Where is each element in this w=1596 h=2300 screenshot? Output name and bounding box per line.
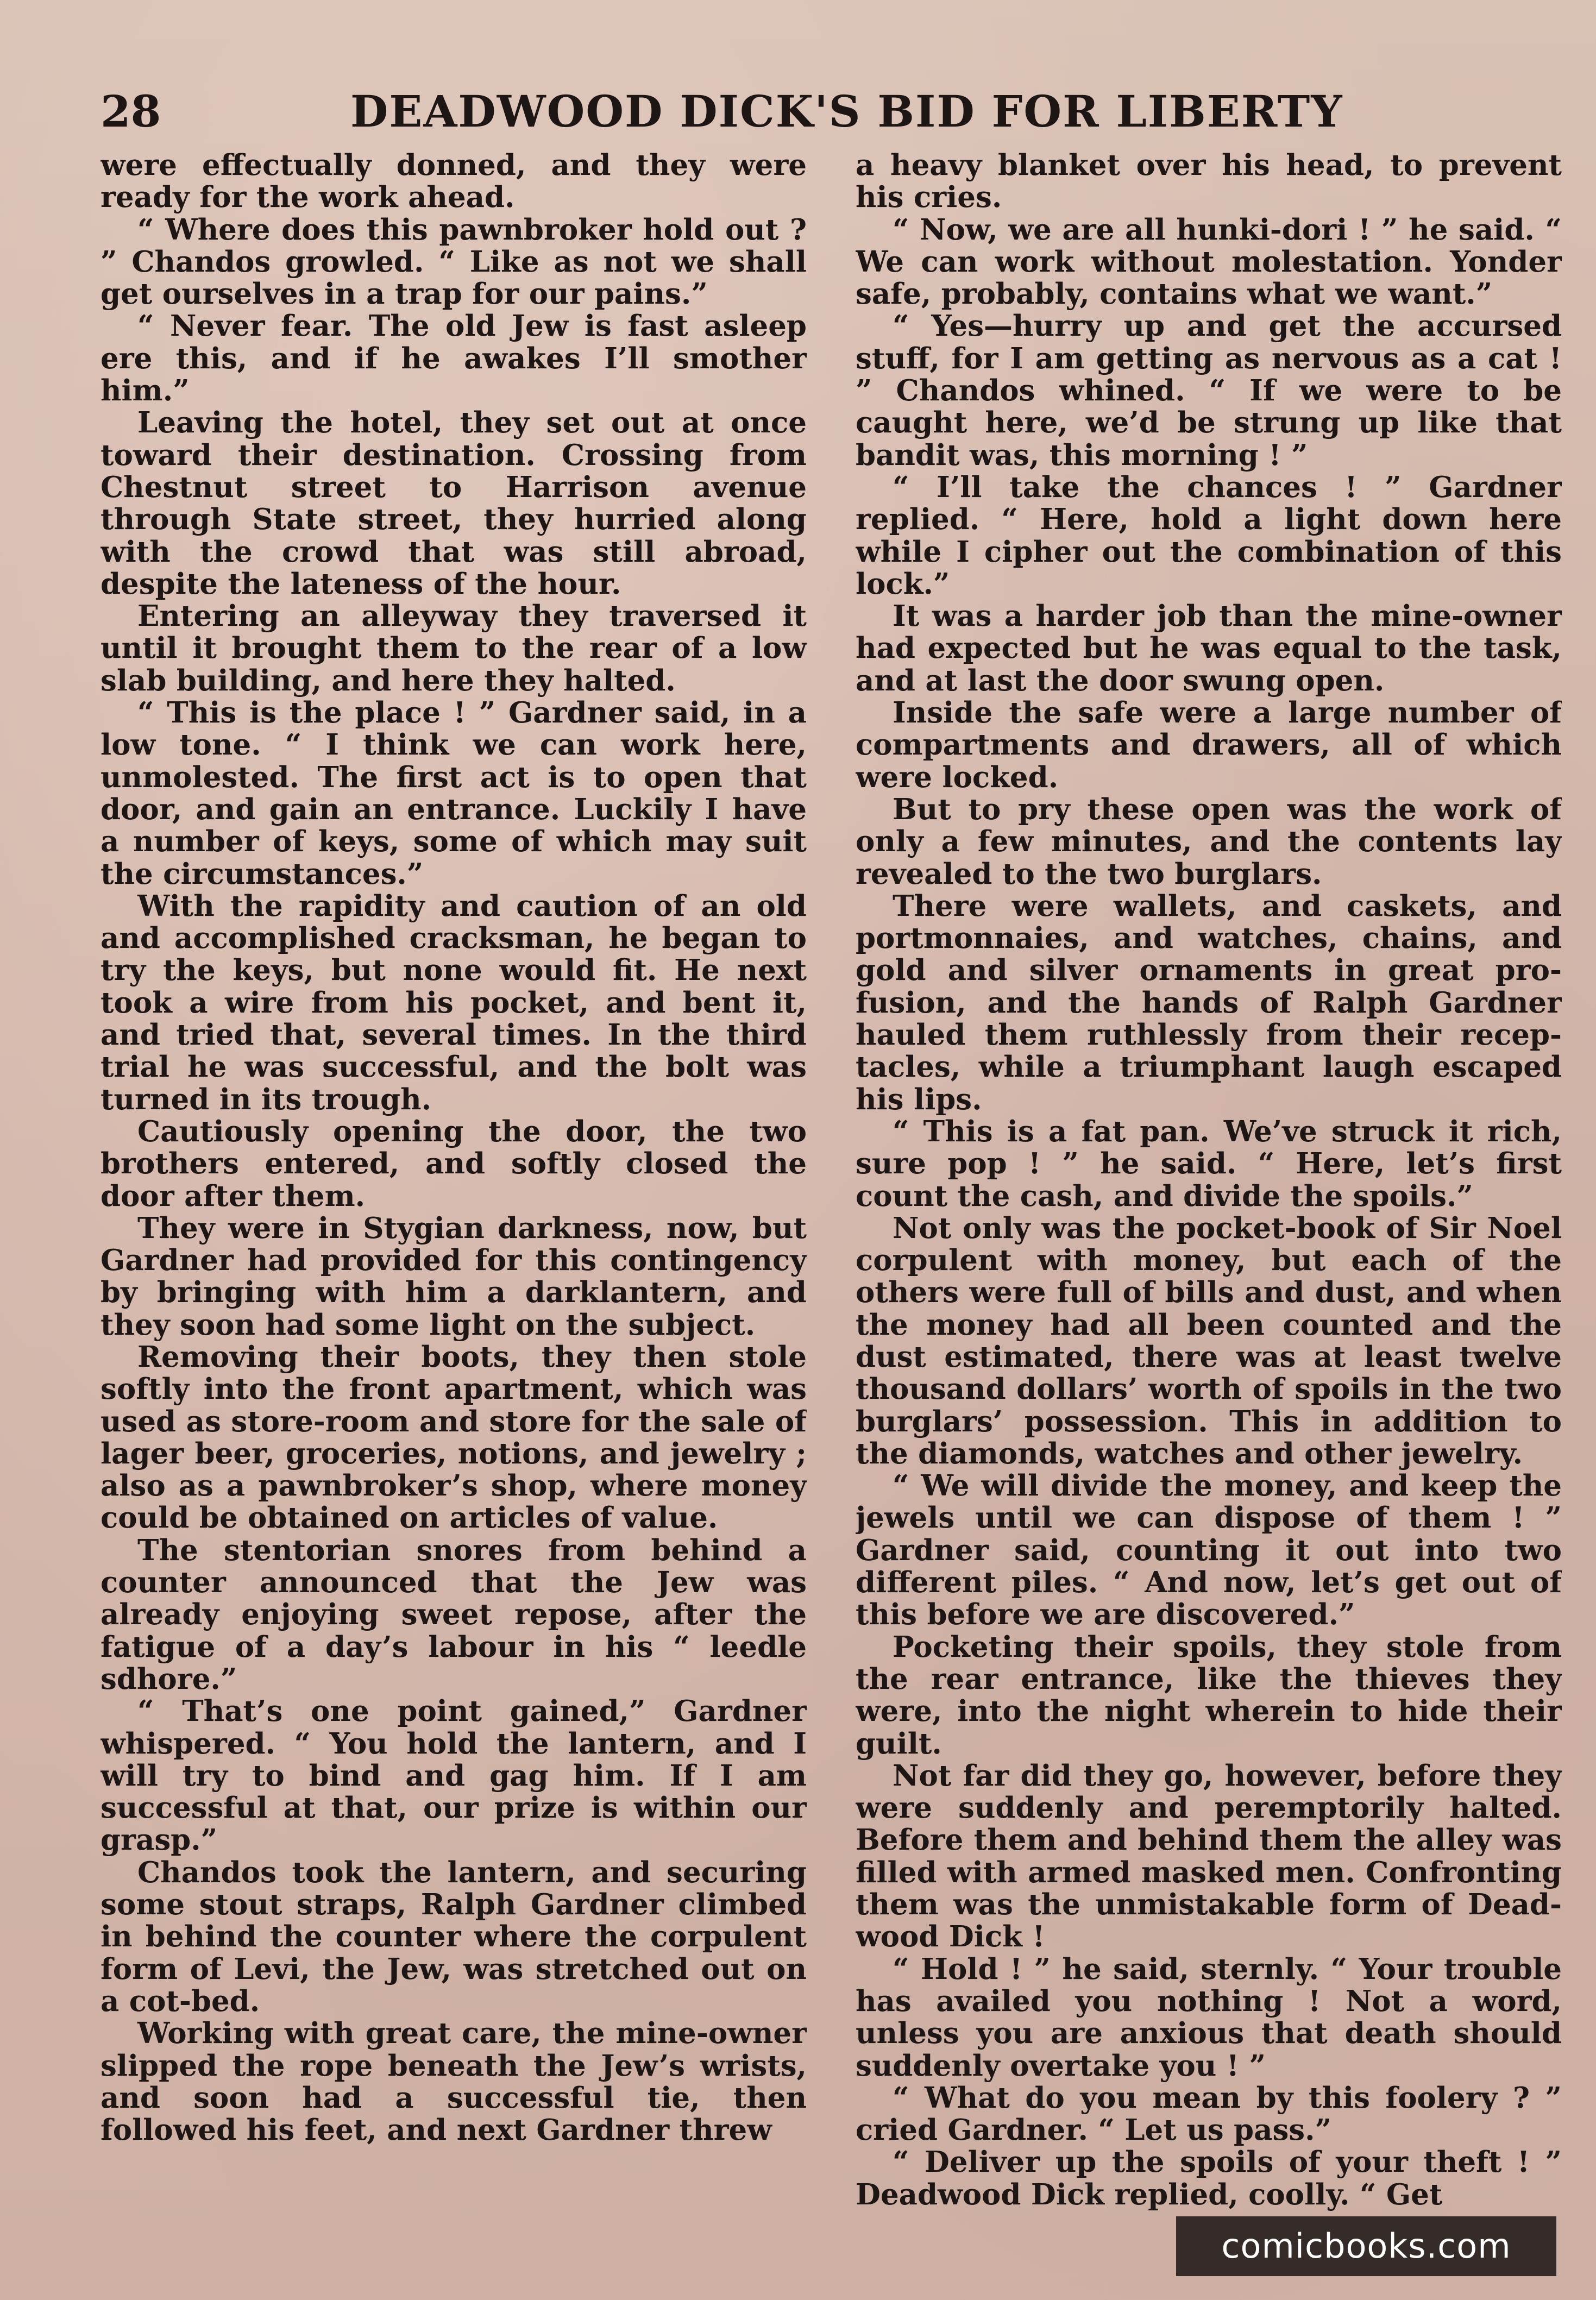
page-header bbox=[100, 81, 1562, 149]
paragraph: Removing their boots, they then stole softly into the front apartment, which was used as store-room and store for the sale of lager beer, groceries, notions, and jewelry ; also as a pawnbroker’s shop, where money could be obtained on articles of value. bbox=[100, 1340, 807, 1535]
paragraph: “ Hold ! ” he said, sternly. “ Your trouble has availed you nothing ! Not a word, unless you are anxious that death should suddenly overtake you ! ” bbox=[856, 1952, 1562, 2083]
paragraph: “ Yes—hurry up and get the accursed stuff, for I am getting as nervous as a cat ! ” Chandos whined. “ If we were to be caught here, we’d be strung up like that bandit was, this morning ! ” bbox=[856, 309, 1562, 472]
right-column bbox=[856, 149, 1562, 2224]
book-page bbox=[100, 81, 1562, 2233]
paragraph: “ What do you mean by this foolery ? ” cried Gardner. “ Let us pass.” bbox=[856, 2081, 1562, 2147]
paragraph: Chandos took the lantern, and securing some stout straps, Ralph Gardner climbed in behind the counter where the corpulent form of Levi, the Jew, was stretched out on a cot-bed. bbox=[100, 1855, 807, 2018]
paragraph: It was a harder job than the mine-owner had expected but he was equal to the task, and at last the door swung open. bbox=[856, 599, 1562, 697]
paragraph: “ This is a fat pan. We’ve struck it rich, sure pop ! ” he said. “ Here, let’s first count the cash, and divide the spoils.” bbox=[856, 1114, 1562, 1213]
paragraph: “ Never fear. The old Jew is fast asleep ere this, and if he awakes I’ll smother him.” bbox=[100, 309, 807, 408]
left-column bbox=[100, 149, 807, 2224]
paragraph: “ Deliver up the spoils of your theft ! ” Deadwood Dick replied, coolly. “ Get bbox=[856, 2145, 1562, 2211]
paragraph: “ I’ll take the chances ! ” Gardner replied. “ Here, hold a light down here while I cipher out the combination of this lock.” bbox=[856, 470, 1562, 601]
running-title: DEADWOOD DICK'S BID FOR LIBERTY bbox=[350, 86, 1343, 137]
paragraph: With the rapidity and caution of an old and accomplished cracksman, he began to try the keys, but none would fit. He next took a wire from his pocket, and bent it, and tried that, several times. In the third trial he was successful, and the bolt was turned in its trough. bbox=[100, 889, 807, 1116]
paragraph: “ That’s one point gained,” Gardner whispered. “ You hold the lantern, and I will try to bind and gag him. If I am successful at that, our prize is within our grasp.” bbox=[100, 1694, 807, 1857]
paragraph: There were wallets, and caskets, and portmonnaies, and watches, chains, and gold and silver ornaments in great profusion, and the hands of Ralph Gardner hauled them ruthlessly from their receptacles, while a triumphant laugh escaped his lips. bbox=[856, 889, 1562, 1116]
paragraph: a heavy blanket over his head, to prevent his cries. bbox=[856, 149, 1562, 215]
paragraph: But to pry these open was the work of only a few minutes, and the contents lay revealed to the two burglars. bbox=[856, 792, 1562, 891]
paragraph: Not only was the pocket-book of Sir Noel corpulent with money, but each of the others were full of bills and dust, and when the money had all been counted and the dust estimated, there was at least twelve thousand dollars’ worth of spoils in the two burglars’ possession. This in addition to the diamonds, watches and other jewelry. bbox=[856, 1211, 1562, 1471]
paragraph: “ Where does this pawnbroker hold out ? ” Chandos growled. “ Like as not we shall get ourselves in a trap for our pains.” bbox=[100, 212, 807, 311]
paragraph: Working with great care, the mine-owner slipped the rope beneath the Jew’s wrists, and soon had a successful tie, then followed his feet, and next Gardner threw bbox=[100, 2016, 807, 2147]
page-number: 28 bbox=[100, 86, 161, 137]
paragraph: “ Now, we are all hunki-dori ! ” he said. “ We can work without molestation. Yonder safe, probably, contains what we want.” bbox=[856, 212, 1562, 311]
paragraph: Leaving the hotel, they set out at once toward their destination. Crossing from Chestnut street to Harrison avenue through State street, they hurried along with the crowd that was still abroad, despite the lateness of the hour. bbox=[100, 406, 807, 601]
paragraph: Inside the safe were a large number of compartments and drawers, all of which were locked. bbox=[856, 696, 1562, 794]
text-columns bbox=[100, 149, 1562, 2224]
paragraph: Pocketing their spoils, they stole from the rear entrance, like the thieves they were, into the night wherein to hide their guilt. bbox=[856, 1630, 1562, 1761]
paragraph: were effectually donned, and they were ready for the work ahead. bbox=[100, 149, 807, 215]
paragraph: They were in Stygian darkness, now, but Gardner had provided for this contingency by bringing with him a darklantern, and they soon had some light on the subject. bbox=[100, 1211, 807, 1342]
watermark-label: comicbooks.com bbox=[1176, 2216, 1556, 2276]
paragraph: “ This is the place ! ” Gardner said, in a low tone. “ I think we can work here, unmolested. The first act is to open that door, and gain an entrance. Luckily I have a number of keys, some of which may suit the circumstances.” bbox=[100, 696, 807, 891]
paragraph: The stentorian snores from behind a counter announced that the Jew was already enjoying sweet repose, after the fatigue of a day’s labour in his “ leedle sdhore.” bbox=[100, 1533, 807, 1696]
paragraph: Not far did they go, however, before they were suddenly and peremptorily halted. Before them and behind them the alley was filled with armed masked men. Confronting them was the unmistakable form of Deadwood Dick ! bbox=[856, 1758, 1562, 1954]
paragraph: “ We will divide the money, and keep the jewels until we can dispose of them ! ” Gardner said, counting it out into two different piles. “ And now, let’s get out of this before we are discovered.” bbox=[856, 1469, 1562, 1632]
paragraph: Cautiously opening the door, the two brothers entered, and softly closed the door after them. bbox=[100, 1114, 807, 1213]
paragraph: Entering an alleyway they traversed it until it brought them to the rear of a low slab building, and here they halted. bbox=[100, 599, 807, 697]
